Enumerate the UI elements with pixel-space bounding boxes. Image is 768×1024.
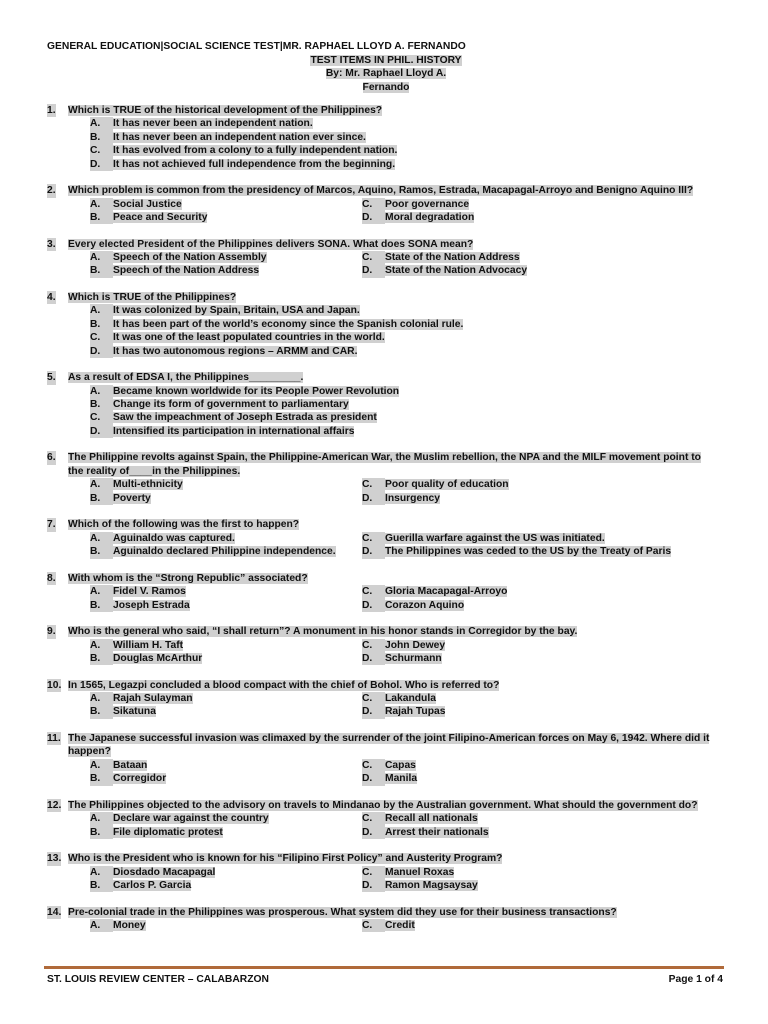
question-text: Which problem is common from the presidency of Marcos, Aquino, Ramos, Estrada, Macapagal-Arroyo and Benigno Aquino III? xyxy=(68,185,694,197)
answer-option xyxy=(90,411,714,424)
option-text: Rajah Tupas xyxy=(385,706,446,718)
answer-option xyxy=(362,759,722,772)
answer-option xyxy=(90,198,362,211)
option-text: Aguinaldo was captured. xyxy=(113,532,235,544)
answer-options xyxy=(68,198,714,225)
option-letter: D. xyxy=(90,345,113,358)
question-number: 1. xyxy=(47,105,56,116)
question-number: 11. xyxy=(47,732,61,744)
option-letter: B. xyxy=(90,545,113,558)
answer-option xyxy=(90,599,362,612)
option-text: Manila xyxy=(385,773,418,785)
option-text: Declare war against the country xyxy=(113,813,269,825)
option-letter: C. xyxy=(90,144,113,157)
answer-option xyxy=(90,304,714,317)
question-number: 12. xyxy=(47,799,62,811)
option-letter: B. xyxy=(90,318,113,331)
option-text: Sikatuna xyxy=(113,706,156,718)
answer-options xyxy=(68,692,714,719)
option-text: John Dewey xyxy=(385,639,446,651)
option-letter: B. xyxy=(90,398,113,411)
option-letter: C. xyxy=(362,812,385,825)
option-text: Rajah Sulayman xyxy=(113,692,193,704)
answer-option xyxy=(362,599,722,612)
question-text: Pre-colonial trade in the Philippines was prosperous. What system did they use for their business transactions? xyxy=(68,906,617,918)
answer-option xyxy=(90,398,714,411)
option-letter: A. xyxy=(90,251,113,264)
option-letter: A. xyxy=(90,385,113,398)
answer-options xyxy=(68,585,714,612)
option-text: Social Justice xyxy=(113,198,182,210)
option-text: Money xyxy=(113,919,146,931)
question-8 xyxy=(0,572,714,612)
option-text: Douglas McArthur xyxy=(113,652,203,664)
option-text: Change its form of government to parliamentary xyxy=(113,399,349,411)
answer-option xyxy=(90,492,362,505)
option-letter: D. xyxy=(362,599,385,612)
option-letter: C. xyxy=(362,251,385,264)
question-number: 10. xyxy=(47,679,62,691)
answer-option xyxy=(90,251,362,264)
option-text: It has two autonomous regions – ARMM and CAR. xyxy=(113,345,358,357)
question-12 xyxy=(0,799,714,839)
answer-option xyxy=(90,117,714,130)
answer-option xyxy=(90,692,362,705)
question-10 xyxy=(0,679,714,719)
question-7 xyxy=(0,518,714,558)
title-block xyxy=(250,54,522,94)
option-letter: D. xyxy=(362,211,385,224)
footer-rule xyxy=(44,966,724,969)
question-9 xyxy=(0,625,714,665)
option-letter: A. xyxy=(90,866,113,879)
option-letter: B. xyxy=(90,705,113,718)
answer-option xyxy=(90,705,362,718)
answer-option xyxy=(362,264,722,277)
answer-option xyxy=(90,158,714,171)
answer-option xyxy=(90,866,362,879)
option-text: Corregidor xyxy=(113,773,167,785)
question-text: Who is the general who said, “I shall return”? A monument in his honor stands in Corregidor by the bay. xyxy=(68,626,578,638)
option-letter: B. xyxy=(90,879,113,892)
answer-option xyxy=(362,812,722,825)
question-number: 7. xyxy=(47,519,56,531)
option-text: Aguinaldo declared Philippine independence. xyxy=(113,546,336,558)
option-text: Guerilla warfare against the US was initiated. xyxy=(385,532,605,544)
answer-option xyxy=(362,211,722,224)
document-header: GENERAL EDUCATION|SOCIAL SCIENCE TEST|MR. RAPHAEL LLOYD A. FERNANDO xyxy=(47,41,466,52)
option-letter: D. xyxy=(362,705,385,718)
answer-options xyxy=(68,385,714,439)
option-letter: A. xyxy=(90,812,113,825)
question-number: 4. xyxy=(47,292,56,304)
answer-option xyxy=(362,545,722,558)
option-text: It has never been an independent nation ever since. xyxy=(113,131,366,143)
option-letter: A. xyxy=(90,198,113,211)
option-text: It has never been an independent nation. xyxy=(113,118,313,130)
question-number: 9. xyxy=(47,626,56,638)
option-letter: D. xyxy=(362,772,385,785)
question-2 xyxy=(0,184,714,224)
question-text: The Philippine revolts against Spain, the Philippine-American War, the Muslim rebellion, the NPA and the MILF movement point to the reality of____in the Philippines. xyxy=(68,452,701,477)
answer-option xyxy=(362,585,722,598)
option-letter: A. xyxy=(90,919,113,932)
answer-option xyxy=(362,866,722,879)
question-number: 8. xyxy=(47,572,56,584)
option-text: Recall all nationals xyxy=(385,813,478,825)
option-text: It was colonized by Spain, Britain, USA and Japan. xyxy=(113,305,360,317)
answer-option xyxy=(362,198,722,211)
option-text: It has been part of the world’s economy since the Spanish colonial rule. xyxy=(113,318,464,330)
option-letter: C. xyxy=(362,585,385,598)
option-letter: B. xyxy=(90,652,113,665)
question-text: In 1565, Legazpi concluded a blood compact with the chief of Bohol. Who is referred to? xyxy=(68,679,500,691)
footer-left: ST. LOUIS REVIEW CENTER – CALABARZON xyxy=(47,974,269,985)
answer-option xyxy=(362,692,722,705)
option-text: State of the Nation Advocacy xyxy=(385,265,528,277)
answer-option xyxy=(362,251,722,264)
option-letter: B. xyxy=(90,131,113,144)
option-letter: B. xyxy=(90,211,113,224)
answer-option xyxy=(90,331,714,344)
option-text: Capas xyxy=(385,759,416,771)
question-number: 2. xyxy=(47,185,56,197)
question-text: With whom is the “Strong Republic” associated? xyxy=(68,572,308,584)
option-letter: D. xyxy=(362,492,385,505)
question-number: 3. xyxy=(47,238,56,250)
option-text: Speech of the Nation Address xyxy=(113,265,260,277)
option-text: Speech of the Nation Assembly xyxy=(113,252,267,264)
option-text: Lakandula xyxy=(385,692,436,704)
answer-option xyxy=(90,131,714,144)
answer-options xyxy=(68,866,714,893)
option-letter: B. xyxy=(90,492,113,505)
page-number: Page 1 of 4 xyxy=(668,974,723,985)
answer-option xyxy=(90,759,362,772)
answer-option xyxy=(90,385,714,398)
answer-option xyxy=(90,211,362,224)
option-letter: D. xyxy=(362,826,385,839)
option-text: It was one of the least populated countries in the world. xyxy=(113,332,385,344)
answer-option xyxy=(362,478,722,491)
question-text: As a result of EDSA I, the Philippines_________. xyxy=(68,372,304,384)
answer-option xyxy=(90,425,714,438)
question-5 xyxy=(0,371,714,438)
answer-option xyxy=(90,585,362,598)
answer-options xyxy=(68,759,714,786)
answer-option xyxy=(90,144,714,157)
option-text: Peace and Security xyxy=(113,212,208,224)
option-letter: C. xyxy=(362,532,385,545)
answer-options xyxy=(68,532,714,559)
answer-option xyxy=(90,478,362,491)
option-text: Moral degradation xyxy=(385,212,475,224)
option-text: Ramon Magsaysay xyxy=(385,879,478,891)
answer-option xyxy=(90,812,362,825)
option-letter: A. xyxy=(90,759,113,772)
answer-option xyxy=(90,826,362,839)
option-text: Poor quality of education xyxy=(385,479,509,491)
answer-option xyxy=(90,879,362,892)
option-letter: D. xyxy=(90,425,113,438)
option-letter: C. xyxy=(362,866,385,879)
question-number: 13. xyxy=(47,853,62,865)
question-text: Who is the President who is known for his “Filipino First Policy” and Austerity Program? xyxy=(68,853,503,865)
question-text: Which is TRUE of the historical development of the Philippines? xyxy=(68,105,383,116)
answer-options xyxy=(68,478,714,505)
question-text: Which is TRUE of the Philippines? xyxy=(68,292,237,304)
option-letter: C. xyxy=(90,331,113,344)
option-text: William H. Taft xyxy=(113,639,184,651)
answer-option xyxy=(362,772,722,785)
option-letter: A. xyxy=(90,304,113,317)
question-14 xyxy=(0,906,714,933)
answer-option xyxy=(90,345,714,358)
answer-option xyxy=(90,545,362,558)
option-text: The Philippines was ceded to the US by the Treaty of Paris xyxy=(385,546,672,558)
byline: By: Mr. Raphael Lloyd A. xyxy=(325,68,447,80)
question-text: Which of the following was the first to happen? xyxy=(68,519,300,531)
option-letter: A. xyxy=(90,117,113,130)
option-letter: B. xyxy=(90,826,113,839)
option-letter: A. xyxy=(90,585,113,598)
option-letter: A. xyxy=(90,639,113,652)
option-letter: D. xyxy=(90,158,113,171)
option-letter: D. xyxy=(362,652,385,665)
option-letter: C. xyxy=(362,639,385,652)
option-letter: A. xyxy=(90,532,113,545)
question-number: 6. xyxy=(47,452,56,464)
option-text: Saw the impeachment of Joseph Estrada as president xyxy=(113,412,377,424)
option-text: Gloria Macapagal-Arroyo xyxy=(385,586,508,598)
option-letter: D. xyxy=(362,545,385,558)
answer-option xyxy=(362,919,722,932)
option-letter: B. xyxy=(90,772,113,785)
answer-options xyxy=(68,919,714,932)
option-text: Bataan xyxy=(113,759,148,771)
answer-option xyxy=(362,532,722,545)
answer-option xyxy=(90,652,362,665)
question-number: 14. xyxy=(47,906,62,918)
option-text: Schurmann xyxy=(385,652,442,664)
option-letter: C. xyxy=(362,198,385,211)
question-11 xyxy=(0,732,714,786)
answer-option xyxy=(90,318,714,331)
option-text: State of the Nation Address xyxy=(385,252,520,264)
question-6 xyxy=(0,451,714,505)
option-text: Insurgency xyxy=(385,492,440,504)
question-number: 5. xyxy=(47,372,56,384)
answer-options xyxy=(68,251,714,278)
option-text: Poor governance xyxy=(385,198,470,210)
question-4 xyxy=(0,291,714,358)
option-text: It has not achieved full independence from the beginning. xyxy=(113,158,396,170)
option-text: Corazon Aquino xyxy=(385,599,465,611)
question-1 xyxy=(0,104,714,171)
option-text: Multi-ethnicity xyxy=(113,479,183,491)
answer-option xyxy=(362,826,722,839)
option-text: Carlos P. Garcia xyxy=(113,879,192,891)
option-text: Credit xyxy=(385,919,415,931)
answer-option xyxy=(362,879,722,892)
option-text: Poverty xyxy=(113,492,151,504)
document-title: TEST ITEMS IN PHIL. HISTORY xyxy=(310,55,462,66)
option-text: Diosdado Macapagal xyxy=(113,866,216,878)
option-letter: D. xyxy=(362,879,385,892)
question-list xyxy=(0,104,768,932)
question-text: Every elected President of the Philippines delivers SONA. What does SONA mean? xyxy=(68,238,474,250)
option-text: Manuel Roxas xyxy=(385,866,455,878)
option-letter: C. xyxy=(362,759,385,772)
option-text: File diplomatic protest xyxy=(113,826,223,838)
question-text: The Philippines objected to the advisory on travels to Mindanao by the Australian government. What should the government do? xyxy=(68,799,698,811)
option-letter: B. xyxy=(90,599,113,612)
answer-options xyxy=(68,117,714,171)
answer-options xyxy=(68,639,714,666)
answer-options xyxy=(68,812,714,839)
option-text: Intensified its participation in international affairs xyxy=(113,425,355,437)
answer-options xyxy=(68,304,714,358)
answer-option xyxy=(362,705,722,718)
option-letter: D. xyxy=(362,264,385,277)
option-letter: C. xyxy=(90,411,113,424)
answer-option xyxy=(362,652,722,665)
option-text: It has evolved from a colony to a fully independent nation. xyxy=(113,145,398,157)
option-letter: A. xyxy=(90,692,113,705)
option-letter: B. xyxy=(90,264,113,277)
answer-option xyxy=(362,492,722,505)
option-text: Became known worldwide for its People Power Revolution xyxy=(113,385,400,397)
byline-continued: Fernando xyxy=(362,81,410,93)
answer-option xyxy=(90,919,362,932)
answer-option xyxy=(90,264,362,277)
option-text: Fidel V. Ramos xyxy=(113,586,186,598)
question-3 xyxy=(0,238,714,278)
option-letter: C. xyxy=(362,919,385,932)
question-13 xyxy=(0,852,714,892)
option-letter: A. xyxy=(90,478,113,491)
question-text: The Japanese successful invasion was climaxed by the surrender of the joint Filipino-American forces on May 6, 1942. Where did it happen? xyxy=(68,732,710,758)
option-text: Joseph Estrada xyxy=(113,599,190,611)
answer-option xyxy=(362,639,722,652)
answer-option xyxy=(90,639,362,652)
answer-option xyxy=(90,772,362,785)
option-letter: C. xyxy=(362,478,385,491)
option-letter: C. xyxy=(362,692,385,705)
option-text: Arrest their nationals xyxy=(385,826,489,838)
answer-option xyxy=(90,532,362,545)
